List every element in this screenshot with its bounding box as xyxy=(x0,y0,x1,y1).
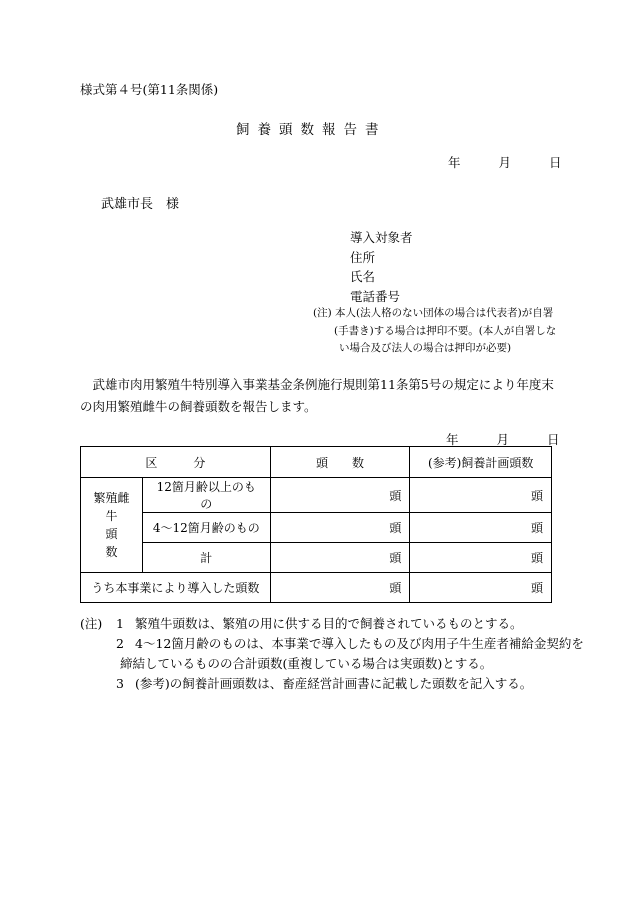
plan-cell: 頭 xyxy=(410,478,552,513)
table-row xyxy=(81,478,552,513)
livestock-count-table xyxy=(80,446,552,603)
signature-note-line: (注) 本人(法人格のない団体の場合は代表者)が自署 xyxy=(313,307,554,319)
date-month-label: 月 xyxy=(496,432,509,447)
plan-cell: 頭 xyxy=(410,573,552,603)
applicant-block xyxy=(350,228,413,306)
date-month-label: 月 xyxy=(498,155,511,170)
table-row xyxy=(81,513,552,543)
count-cell: 頭 xyxy=(270,513,410,543)
applicant-address-label: 住所 xyxy=(350,249,376,265)
group-label-line: 頭 数 xyxy=(105,527,142,559)
date-year-label: 年 xyxy=(446,432,459,447)
breeding-cow-group-label xyxy=(81,478,143,573)
note-text: 締結しているものの合計頭数(重複している場合は実頭数)とする。 xyxy=(120,656,493,671)
date-year-label: 年 xyxy=(448,155,461,170)
header-plan: (参考)飼養計画頭数 xyxy=(410,447,552,478)
signature-note xyxy=(313,305,556,358)
applicant-target-label: 導入対象者 xyxy=(350,230,413,245)
recipient: 武雄市長 様 xyxy=(101,197,180,212)
group-label-line: 繁殖雌牛 xyxy=(93,491,130,523)
table-header-row xyxy=(81,447,552,478)
signature-note-line: い場合及び法人の場合は押印が必要) xyxy=(339,342,512,354)
applicant-phone-label: 電話番号 xyxy=(350,288,401,304)
table-row xyxy=(81,543,552,573)
row-label: 計 xyxy=(142,543,270,573)
note-text: 繁殖牛頭数は、繁殖の用に供する目的で飼養されているものとする。 xyxy=(135,616,523,631)
header-count: 頭 数 xyxy=(270,447,410,478)
count-cell: 頭 xyxy=(270,478,410,513)
note-text: (参考)の飼養計画頭数は、畜産経営計画書に記載した頭数を記入する。 xyxy=(135,676,533,691)
note-number: 2 xyxy=(116,636,124,651)
form-number: 様式第４号(第11条関係) xyxy=(80,82,219,97)
count-cell: 頭 xyxy=(270,543,410,573)
plan-cell: 頭 xyxy=(410,543,552,573)
document-title: 飼養頭数報告書 xyxy=(236,122,387,138)
plan-cell: 頭 xyxy=(410,513,552,543)
date-day-label: 日 xyxy=(546,432,560,447)
row-label: 12箇月齢以上のもの xyxy=(142,478,270,513)
date-day-label: 日 xyxy=(548,155,562,170)
header-division: 区 分 xyxy=(81,447,271,478)
note-text: 4～12箇月齢のものは、本事業で導入したもの及び肉用子牛生産者補給金契約を xyxy=(135,636,584,651)
note-number: 1 xyxy=(116,616,124,631)
applicant-name-label: 氏名 xyxy=(350,269,376,284)
notes-label: (注) xyxy=(80,616,103,631)
row-label: 4～12箇月齢のもの xyxy=(142,513,270,543)
table-row xyxy=(81,573,552,603)
report-date xyxy=(448,153,561,171)
signature-note-line: (手書き)する場合は押印不要。(本人が自署しな xyxy=(334,324,557,337)
count-cell: 頭 xyxy=(270,573,410,603)
report-statement: 武雄市肉用繁殖牛特別導入事業基金条例施行規則第11条第5号の規定により年度末の肉用繁殖雌牛の飼養頭数を報告します。 xyxy=(80,377,554,414)
row-label: うち本事業により導入した頭数 xyxy=(81,573,271,603)
note-number: 3 xyxy=(116,676,124,691)
